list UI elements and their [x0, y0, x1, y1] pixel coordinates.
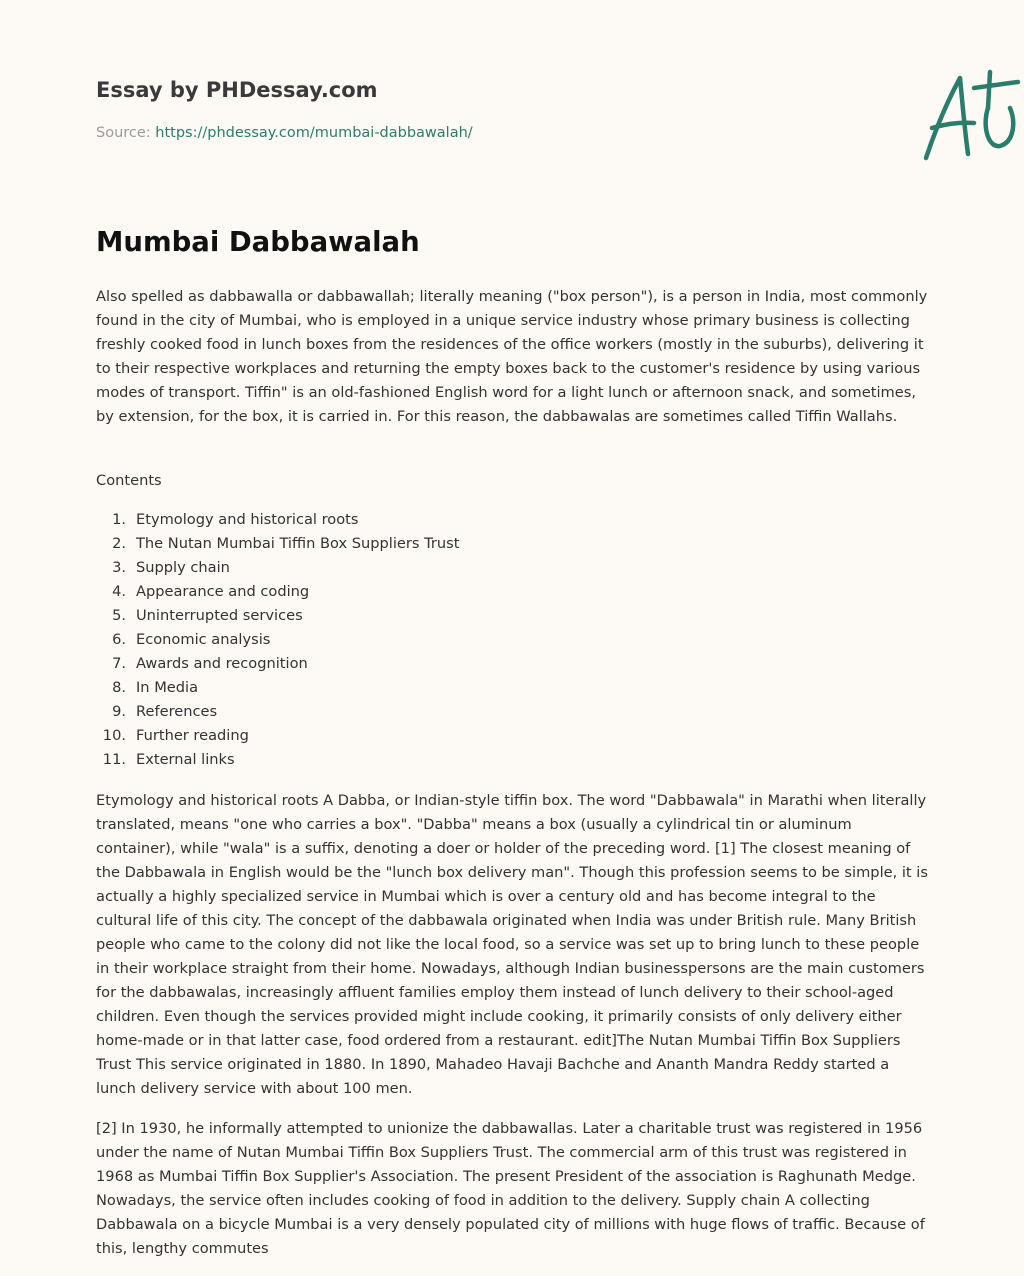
body-paragraph-2: [2] In 1930, he informally attempted to unionize the dabbawallas. Later a charitable trust was registered in 1956 under the name of Nutan Mumbai Tiffin Box Suppliers Trust. The commercial arm of this trust was registered in 1968 as Mumbai Tiffin Box Supplier's Association. The present President of the association is Raghunath Medge. Nowadays, the service often includes cooking of food in addition to the delivery. Supply chain A collecting Dabbawala on a bicycle Mumbai is a very densely populated city of millions with huge flows of traffic. Because of this, lengthy commutes: [96, 1120, 925, 1257]
site-brand: Essay by PHDessay.com: [96, 78, 378, 102]
source-line: [96, 125, 473, 141]
source-link[interactable]: https://phdessay.com/mumbai-dabbawalah/: [155, 125, 473, 141]
article-title: Mumbai Dabbawalah: [96, 226, 420, 258]
source-label: Source:: [96, 125, 156, 141]
a-plus-grade-icon: [918, 68, 1024, 164]
contents-heading: Contents: [96, 472, 162, 489]
intro-paragraph: Also spelled as dabbawalla or dabbawallah; literally meaning ("box person"), is a person in India, most commonly found in the city of Mumbai, who is employed in a unique service industry whose primary business is collecting freshly cooked food in lunch boxes from the residences of the office workers (mostly in the suburbs), delivering it to their respective workplaces and returning the empty boxes back to the customer's residence by using various modes of transport. Tiffin" is an old-fashioned English word for a light lunch or afternoon snack, and sometimes, by extension, for the box, it is carried in. For this reason, the dabbawalas are sometimes called Tiffin Wallahs.: [96, 288, 928, 425]
body-paragraph-1: Etymology and historical roots A Dabba, or Indian-style tiffin box. The word "Dabbawala" in Marathi when literally translated, means "one who carries a box". "Dabba" means a box (usually a cylindrical tin or aluminum container), while "wala" is a suffix, denoting a doer or holder of the preceding word. [1] The closest meaning of the Dabbawala in English would be the "lunch box delivery man". Though this profession seems to be simple, it is actually a highly specialized service in Mumbai which is over a century old and has become integral to the cultural life of this city. The concept of the dabbawala originated when India was under British rule. Many British people who came to the colony did not like the local food, so a service was set up to bring lunch to these people in their workplace straight from their home. Nowadays, although Indian businesspersons are the main customers for the dabbawalas, increasingly affluent families employ them instead of lunch delivery to their school-aged children. Even though the services provided might include cooking, it primarily consists of only delivery either home-made or in that latter case, food ordered from a restaurant. edit]The Nutan Mumbai Tiffin Box Suppliers Trust This service originated in 1880. In 1890, Mahadeo Havaji Bachche and Ananth Mandra Reddy started a lunch delivery service with about 100 men.: [96, 792, 928, 1097]
